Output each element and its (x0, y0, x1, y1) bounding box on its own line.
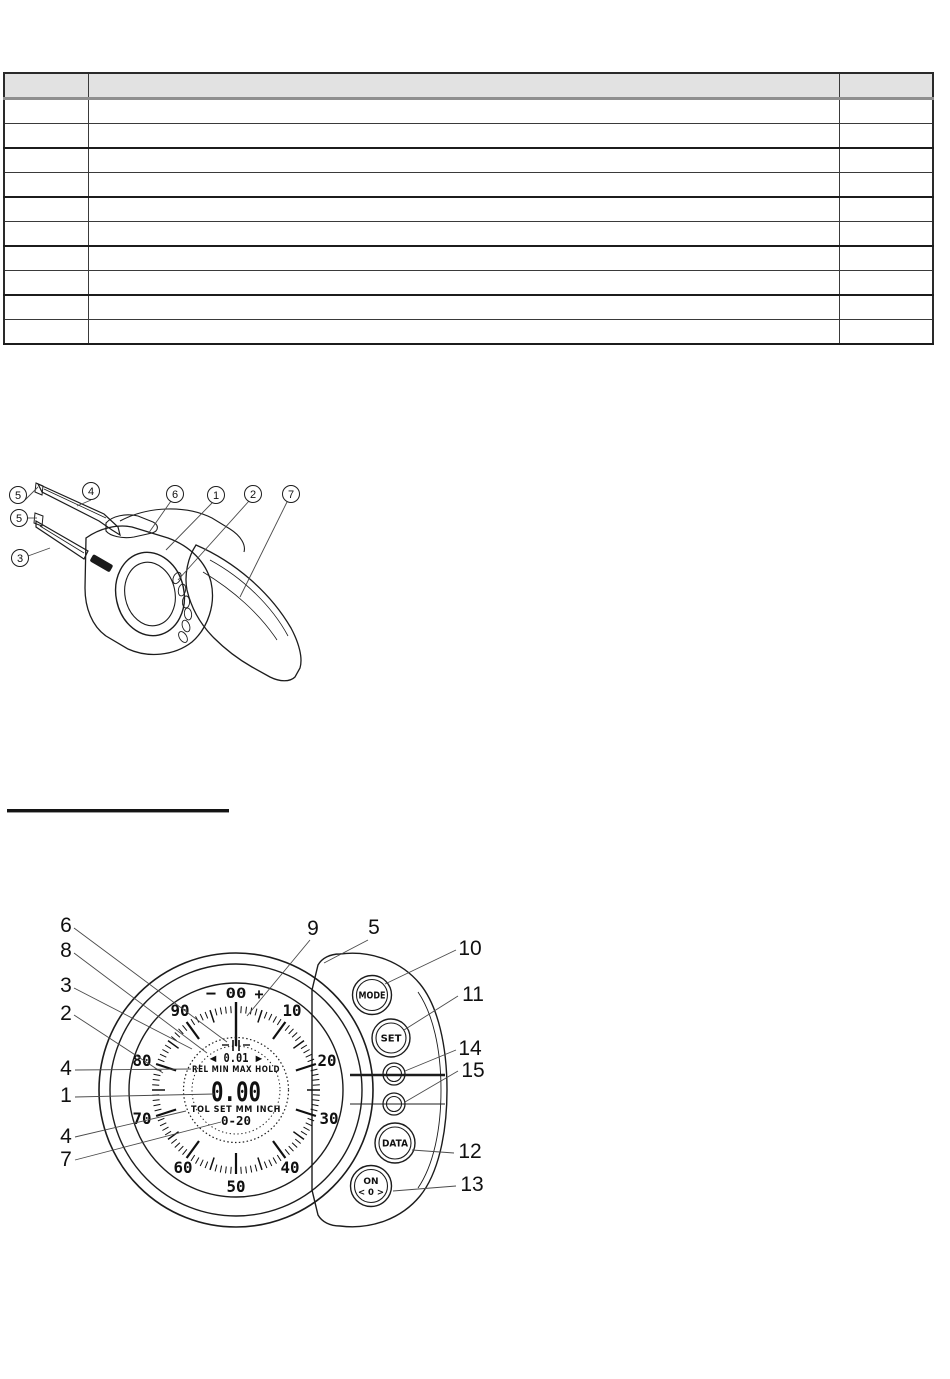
dial-tick (175, 1143, 180, 1148)
callout-number: 14 (458, 1037, 482, 1060)
dial-bezel-inner (119, 558, 181, 631)
dial-tick (293, 1041, 304, 1049)
dial-tick (156, 1110, 176, 1117)
arm-contour-line (203, 572, 277, 640)
table-header-cell (88, 73, 839, 99)
table-row (4, 99, 933, 124)
table-cell (88, 173, 839, 198)
dial-tick (269, 1160, 272, 1166)
dial-tick (220, 1008, 221, 1015)
dial-tick (258, 1010, 262, 1022)
dial-tick (158, 1118, 165, 1121)
callout-label: 1 (212, 490, 220, 502)
table-row (4, 271, 933, 296)
table-cell (839, 246, 933, 271)
dial-tick (304, 1050, 310, 1053)
table-row (4, 197, 933, 222)
callout-number: 12 (458, 1140, 482, 1163)
table-cell (4, 271, 88, 296)
callout-number: 10 (458, 937, 482, 960)
table-cell (4, 222, 88, 247)
dial-tick (220, 1166, 221, 1173)
dial-tick (292, 1143, 297, 1148)
dial-tick (308, 1059, 315, 1062)
dial-tick (226, 1007, 227, 1014)
callout-number: 2 (60, 1002, 72, 1025)
on-zero-button (351, 1166, 392, 1207)
dial-tick (295, 1037, 300, 1041)
dial-tick (183, 1025, 187, 1030)
data-button-label: DATA (382, 1138, 409, 1150)
spec-table (3, 72, 934, 345)
callout-label: 2 (249, 489, 257, 501)
table-cell (88, 295, 839, 320)
table-row (4, 148, 933, 173)
dial-tick (285, 1025, 289, 1030)
dial-tick (215, 1009, 217, 1016)
callout-label: 5 (15, 513, 23, 525)
table-cell (4, 173, 88, 198)
dial-tick (273, 1022, 285, 1039)
dial-tick (289, 1029, 294, 1034)
dial-tick (285, 1149, 289, 1154)
dial-tick (264, 1012, 267, 1019)
dial-tick (306, 1054, 312, 1057)
callout-number: 11 (462, 983, 484, 1006)
table-cell (88, 99, 839, 124)
dial-tick (160, 1054, 166, 1057)
table-cell (839, 295, 933, 320)
callout-number: 8 (60, 939, 72, 962)
mode-button (353, 976, 392, 1015)
dial-tick (277, 1019, 281, 1025)
display-diagram (45, 912, 490, 1244)
dial-tick (246, 1166, 247, 1173)
zero-button-label: < 0 > (357, 1188, 385, 1198)
table-row (4, 173, 933, 198)
dial-tick (308, 1118, 315, 1121)
callout-label: 7 (287, 489, 295, 501)
dial-label: 80 (132, 1051, 152, 1070)
caliper-line-drawing (8, 473, 318, 695)
dial-label: 40 (280, 1158, 300, 1177)
right-arrow-icon: ► (253, 1053, 265, 1065)
arm-contour-line (210, 560, 288, 636)
callout-label: 5 (14, 490, 22, 502)
set-button-label: SET (380, 1033, 402, 1045)
table-cell (88, 148, 839, 173)
callout-label: 4 (87, 486, 95, 498)
dial-tick (154, 1104, 161, 1105)
dial-label: 70 (132, 1109, 152, 1128)
table-cell (839, 197, 933, 222)
dial-tick (226, 1166, 227, 1173)
table-cell (88, 222, 839, 247)
dial-label: 60 (173, 1158, 193, 1177)
table-cell (4, 148, 88, 173)
callout-number: 7 (60, 1148, 72, 1171)
dial-tick (301, 1131, 307, 1135)
dial-tick (296, 1110, 316, 1117)
dial-tick (210, 1158, 214, 1170)
callout-number: 5 (368, 916, 380, 939)
dial-tick (273, 1141, 285, 1158)
callout-number: 4 (60, 1125, 72, 1148)
dial-tick (210, 1010, 214, 1022)
dial-label: 10 (282, 1001, 302, 1020)
display-callouts (60, 914, 485, 1196)
table-header-row (4, 73, 933, 99)
data-button (375, 1123, 415, 1163)
dial-tick (175, 1033, 180, 1038)
table-cell (88, 124, 839, 149)
dial-tick (162, 1050, 168, 1053)
callout-label: 3 (16, 553, 24, 565)
dial-tick (183, 1149, 187, 1154)
lower-jaw-blade (36, 521, 88, 559)
units-indicators: TOL SET MM INCH (191, 1105, 281, 1115)
dial-tick (313, 1095, 320, 1096)
dial-label: 30 (319, 1109, 339, 1128)
dial-tick (258, 1158, 262, 1170)
table-cell (88, 246, 839, 271)
table-cell (4, 124, 88, 149)
dial-bezel-outer (108, 546, 192, 642)
table-cell (4, 320, 88, 345)
dial-tick (153, 1100, 160, 1101)
dial-tick (255, 1165, 257, 1172)
callout-number: 9 (307, 917, 319, 940)
dial-tick (200, 1160, 203, 1166)
dial-tick (231, 1167, 232, 1174)
table-cell (4, 99, 88, 124)
dial-tick (246, 1007, 247, 1014)
housing-top-cover (120, 509, 244, 552)
table-row (4, 295, 933, 320)
mode-button-label: MODE (358, 990, 386, 1002)
dial-tick (155, 1109, 162, 1111)
dial-tick (205, 1162, 208, 1169)
dial-tick (301, 1045, 307, 1049)
set-button (372, 1019, 410, 1057)
table-cell (88, 320, 839, 345)
dial-tick (165, 1131, 171, 1135)
dial-tick (187, 1141, 199, 1158)
table-cell (88, 197, 839, 222)
dial-tick (295, 1139, 300, 1143)
dial-tick (154, 1074, 161, 1075)
dial-tick (264, 1162, 267, 1169)
left-arrow-icon: ◄ (207, 1053, 219, 1065)
dial-tick (304, 1127, 310, 1130)
table-cell (839, 320, 933, 345)
table-row (4, 320, 933, 345)
dial-tick (241, 1167, 242, 1174)
bar-value: 00 (225, 986, 247, 1002)
table-cell (839, 271, 933, 296)
dial-tick (312, 1100, 319, 1101)
table-row (4, 246, 933, 271)
table-header-cell (4, 73, 88, 99)
table-cell (4, 197, 88, 222)
dial-tick (215, 1165, 217, 1172)
dial-tick (292, 1033, 297, 1038)
dial-tick (269, 1014, 272, 1020)
dial-label: 20 (317, 1051, 337, 1070)
callout-number: 13 (460, 1173, 484, 1196)
callout-number: 1 (60, 1084, 72, 1107)
bar-plus: + (254, 985, 264, 1003)
dial-tick (187, 1022, 199, 1039)
table-header-cell (839, 73, 933, 99)
dial-label: 90 (170, 1001, 190, 1020)
table-cell (88, 271, 839, 296)
table-cell (4, 295, 88, 320)
dial-tick (306, 1123, 312, 1126)
table-cell (839, 148, 933, 173)
table-cell (839, 222, 933, 247)
callout-label: 6 (171, 489, 179, 501)
dial-tick (196, 1158, 199, 1164)
bar-indicator (206, 984, 264, 1004)
bar-minus: − (205, 984, 217, 1004)
dial-tick (152, 1085, 159, 1086)
section-heading-rule (7, 809, 229, 813)
on-button-label: ON (363, 1177, 379, 1187)
main-value: 0.00 (211, 1077, 261, 1108)
callout-number: 4 (60, 1057, 72, 1080)
upper-jaw-edge (44, 489, 106, 518)
dial-tick (250, 1166, 251, 1173)
dial-tick (231, 1006, 232, 1013)
dial-tick (293, 1132, 304, 1140)
dial-tick (205, 1012, 208, 1019)
table-row (4, 124, 933, 149)
table-cell (839, 99, 933, 124)
dial-tick (273, 1016, 276, 1022)
callout-number: 3 (60, 974, 72, 997)
dial-tick (273, 1158, 276, 1164)
dial-label: 50 (226, 1177, 246, 1196)
range-value: 0-20 (221, 1114, 251, 1128)
callout-number: 15 (461, 1059, 485, 1082)
brand-logo (89, 554, 113, 572)
table-cell (839, 173, 933, 198)
dial-tick (255, 1009, 257, 1016)
dial-tick (162, 1127, 168, 1130)
dial-tick (165, 1045, 171, 1049)
dial-tick (153, 1080, 160, 1081)
dial-tick (158, 1059, 165, 1062)
table-cell (4, 246, 88, 271)
status-indicators: REL MIN MAX HOLD (192, 1065, 280, 1075)
dial-tick (179, 1146, 184, 1151)
callout-number: 6 (60, 914, 72, 937)
dial-tick (200, 1014, 203, 1020)
dial-tick (160, 1123, 166, 1126)
dial-tick (191, 1019, 195, 1025)
dial-tick (171, 1139, 176, 1143)
dial-tick (296, 1064, 316, 1071)
dial-tick (312, 1080, 319, 1081)
dial-tick (313, 1085, 320, 1086)
resolution-value: 0.01 (223, 1051, 249, 1065)
resolution-row (208, 1051, 265, 1065)
table-cell (839, 124, 933, 149)
dial-tick (289, 1146, 294, 1151)
dial-tick (241, 1006, 242, 1013)
table-row (4, 222, 933, 247)
